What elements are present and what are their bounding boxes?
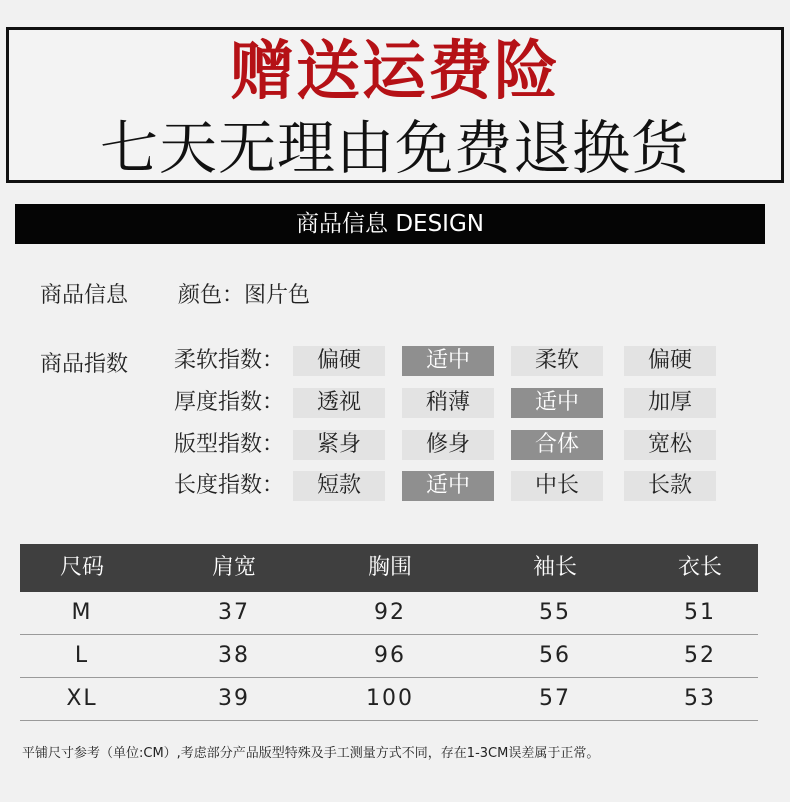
table-cell: 92 [374, 600, 406, 625]
index-row-label: 长度指数： [174, 473, 285, 498]
index-option-selected: 适中 [511, 388, 603, 418]
index-option: 宽松 [624, 430, 716, 460]
product-index-label: 商品指数 [40, 352, 129, 377]
column-header: 胸围 [367, 555, 412, 580]
index-row-label: 版型指数： [174, 432, 285, 457]
column-header: 衣长 [677, 555, 722, 580]
index-option: 加厚 [624, 388, 716, 418]
index-option: 中长 [511, 471, 603, 501]
promo-banner [6, 27, 784, 183]
index-option: 稍薄 [402, 388, 494, 418]
table-cell: 53 [684, 686, 716, 711]
index-option: 短款 [293, 471, 385, 501]
table-cell: 55 [539, 600, 571, 625]
index-option: 紧身 [293, 430, 385, 460]
table-header [20, 544, 758, 592]
index-option: 偏硬 [293, 346, 385, 376]
promo-title: 赠送运费险 [230, 35, 560, 109]
table-cell: 56 [539, 643, 571, 668]
index-row-label: 厚度指数： [174, 390, 285, 415]
table-cell: M [71, 600, 93, 625]
index-option-selected: 适中 [402, 346, 494, 376]
index-option-selected: 适中 [402, 471, 494, 501]
column-header: 袖长 [532, 555, 577, 580]
index-option: 修身 [402, 430, 494, 460]
product-info-label: 商品信息 [40, 283, 129, 308]
index-option: 柔软 [511, 346, 603, 376]
table-row [20, 592, 758, 635]
table-row [20, 678, 758, 721]
index-option: 偏硬 [624, 346, 716, 376]
table-cell: 39 [218, 686, 250, 711]
section-header: 商品信息 DESIGN [15, 204, 765, 244]
table-cell: 57 [539, 686, 571, 711]
table-cell: 96 [374, 643, 406, 668]
index-row-label: 柔软指数： [174, 348, 285, 373]
table-cell: 51 [684, 600, 716, 625]
product-color-value: 颜色：图片色 [178, 283, 311, 308]
index-option-selected: 合体 [511, 430, 603, 460]
index-option: 长款 [624, 471, 716, 501]
table-cell: 37 [218, 600, 250, 625]
table-cell: L [74, 643, 90, 668]
promo-subtitle: 七天无理由免费退换货 [99, 114, 690, 182]
table-cell: XL [66, 686, 98, 711]
table-cell: 52 [684, 643, 716, 668]
column-header: 肩宽 [211, 555, 256, 580]
column-header: 尺码 [59, 555, 104, 580]
size-footnote: 平铺尺寸参考（单位:CM）,考虑部分产品版型特殊及手工测量方式不同，存在1-3CM误差属于正常。 [22, 746, 600, 761]
index-option: 透视 [293, 388, 385, 418]
table-cell: 100 [366, 686, 414, 711]
table-row [20, 635, 758, 678]
table-cell: 38 [218, 643, 250, 668]
